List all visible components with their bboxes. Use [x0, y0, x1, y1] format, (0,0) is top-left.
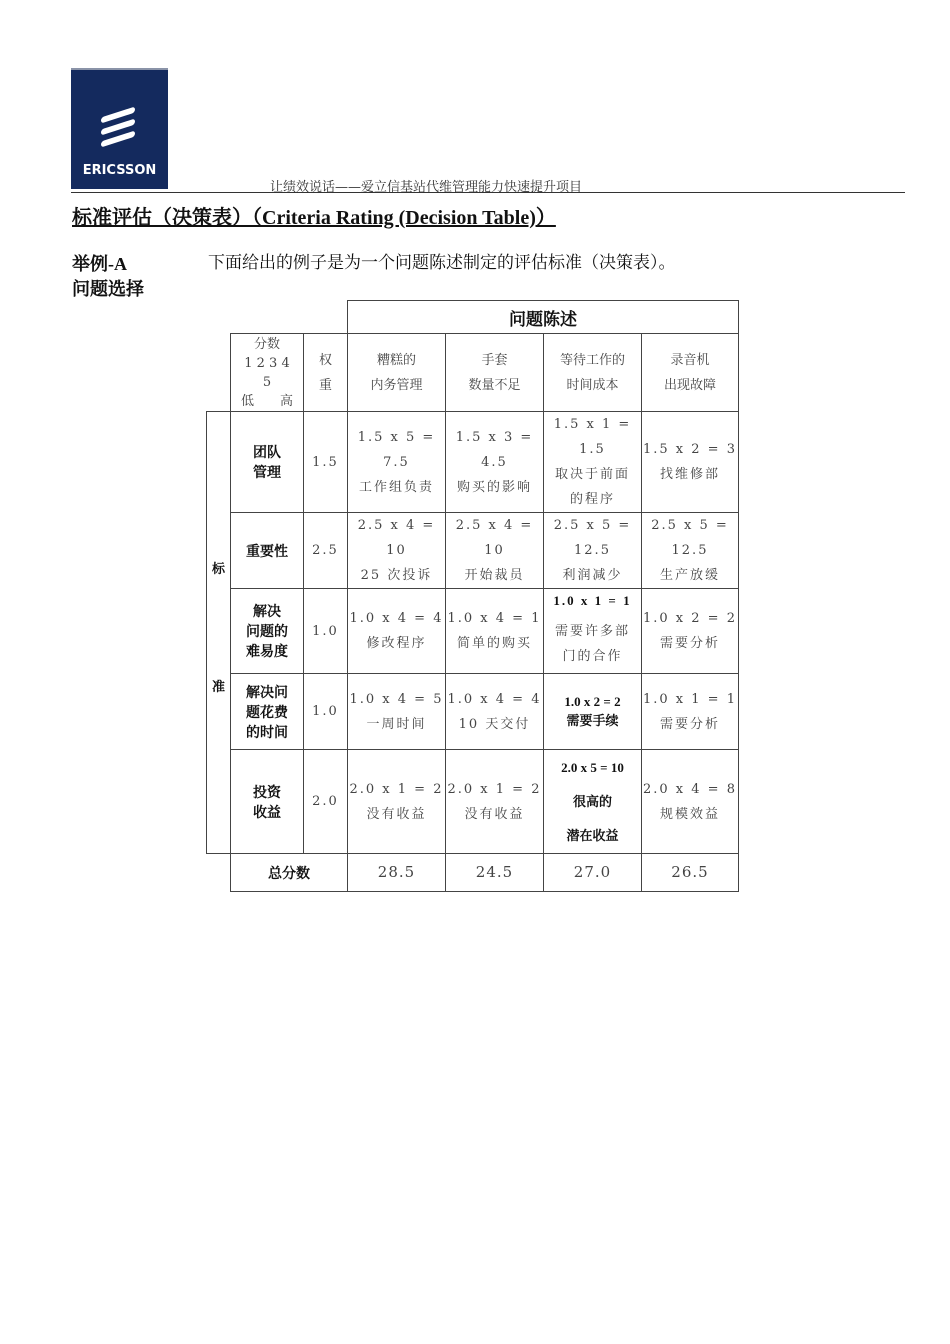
rating-formula: 1.5 x 3 = — [455, 429, 534, 445]
rating-note: 的程序 — [569, 492, 615, 507]
running-header: 让绩效说话——爱立信基站代维管理能力快速提升项目 — [270, 180, 583, 195]
rating-note: 25 次投诉 — [360, 568, 433, 583]
criterion-name — [231, 674, 304, 750]
rating-cell — [348, 589, 446, 674]
rating-note: 7.5 — [383, 454, 410, 470]
criterion-row — [207, 750, 739, 854]
empty-cell — [207, 301, 348, 334]
criterion-row — [207, 589, 739, 674]
rating-note — [544, 609, 641, 619]
ericsson-logo — [71, 68, 168, 189]
criterion-name — [231, 750, 304, 854]
problem-header-line: 糟糕的 — [376, 352, 416, 368]
rating-note: 找维修部 — [659, 467, 720, 482]
rating-formula: 1.0 x 1 = 1 — [553, 593, 632, 608]
rating-note: 12.5 — [671, 543, 709, 558]
criterion-name — [231, 513, 304, 589]
rating-cell — [642, 513, 739, 589]
criterion-row — [207, 674, 739, 750]
rating-cell — [544, 513, 642, 589]
rating-formula: 2.5 x 5 = — [553, 518, 632, 533]
criterion-name-line: 难易度 — [246, 644, 288, 660]
rating-cell — [544, 750, 642, 854]
rating-note: 10 — [386, 543, 407, 558]
rating-cell — [348, 674, 446, 750]
criterion-weight: 1.0 — [304, 589, 348, 674]
example-label-line: 举例-A — [72, 254, 127, 274]
rating-formula: 2.0 x 1 = 2 — [447, 781, 542, 797]
criterion-name-line: 的时间 — [246, 724, 288, 741]
rating-cell — [446, 513, 544, 589]
criterion-name-line: 重要性 — [246, 543, 288, 560]
rating-formula: 1.5 x 1 = — [553, 417, 632, 432]
rating-note: 购买的影响 — [456, 479, 532, 495]
rating-cell — [544, 589, 642, 674]
rating-cell — [446, 412, 544, 513]
rating-note: 没有收益 — [366, 806, 427, 822]
rating-note: 12.5 — [574, 543, 611, 558]
column-header-row — [207, 334, 739, 412]
rating-cell — [642, 750, 739, 854]
criterion-weight: 1.5 — [304, 412, 348, 513]
rating-note: 一周时间 — [366, 716, 427, 732]
side-label-char: 标 — [211, 562, 225, 577]
problem-header-line: 数量不足 — [468, 377, 521, 393]
rating-formula: 2.0 x 5 = 10 — [561, 759, 624, 775]
rating-note: 4.5 — [481, 454, 508, 470]
example-label-line: 问题选择 — [72, 279, 144, 299]
rating-cell — [348, 513, 446, 589]
criterion-weight: 1.0 — [304, 674, 348, 750]
rating-formula: 2.0 x 4 = 8 — [643, 781, 737, 797]
weight-header — [304, 334, 348, 412]
criterion-name — [231, 412, 304, 513]
score-header-line: 5 — [262, 374, 272, 390]
rating-note: 潜在收益 — [566, 827, 619, 843]
rating-cell — [642, 589, 739, 674]
rating-note: 很高的 — [572, 793, 612, 809]
rating-note: 工作组负责 — [358, 479, 434, 495]
problem-header-line: 录音机 — [670, 352, 710, 368]
criterion-name-line: 投资 — [253, 784, 281, 801]
criterion-weight: 2.0 — [304, 750, 348, 854]
problem-header — [348, 334, 446, 412]
rating-note: 没有收益 — [464, 806, 525, 822]
example-description: 下面给出的例子是为一个问题陈述制定的评估标准（决策表）。 — [208, 253, 676, 273]
criterion-name-line: 解决问 — [246, 684, 288, 701]
total-label: 总分数 — [231, 854, 348, 892]
rating-formula: 2.5 x 4 = — [357, 518, 436, 533]
rating-note: 需要分析 — [659, 636, 720, 651]
rating-cell — [544, 412, 642, 513]
total-score: 24.5 — [446, 854, 544, 892]
criterion-name-line: 收益 — [253, 804, 281, 821]
rating-cell — [642, 412, 739, 513]
total-row — [207, 854, 739, 892]
rating-formula: 2.5 x 4 = — [455, 518, 534, 533]
criterion-name-line: 问题的 — [246, 624, 288, 640]
rating-note: 需要手续 — [566, 713, 619, 728]
rating-formula: 1.0 x 4 = 1 — [447, 611, 542, 626]
rating-formula: 2.5 x 5 = — [651, 518, 729, 533]
rating-formula: 1.5 x 2 = 3 — [643, 442, 737, 457]
rating-note: 开始裁员 — [464, 568, 525, 583]
rating-formula: 1.0 x 2 = 2 — [564, 694, 621, 709]
criterion-row — [207, 412, 739, 513]
problem-header-line: 等待工作的 — [559, 352, 625, 368]
rating-cell — [446, 750, 544, 854]
rating-note: 10 天交付 — [458, 716, 531, 732]
ericsson-logo-icon — [101, 112, 135, 148]
criterion-row — [207, 513, 739, 589]
total-score: 28.5 — [348, 854, 446, 892]
empty-cell — [207, 334, 231, 412]
rating-note: 1.5 — [579, 442, 606, 457]
score-header — [231, 334, 304, 412]
weight-header-line: 权 — [318, 352, 332, 368]
rating-cell — [544, 674, 642, 750]
rating-formula: 2.0 x 1 = 2 — [349, 781, 444, 797]
side-label-char: 准 — [211, 680, 225, 695]
criterion-name-line: 管理 — [253, 465, 281, 481]
decision-table — [206, 300, 739, 892]
rating-formula: 1.5 x 5 = — [357, 429, 436, 445]
score-header-line: 低 高 — [240, 393, 293, 409]
header-divider — [71, 192, 905, 193]
criterion-weight: 2.5 — [304, 513, 348, 589]
problem-header — [642, 334, 739, 412]
rating-note: 修改程序 — [366, 636, 427, 651]
rating-note: 10 — [484, 543, 505, 558]
rating-cell — [446, 589, 544, 674]
rating-note: 利润减少 — [562, 568, 623, 583]
rating-note: 简单的购买 — [456, 636, 532, 651]
problem-header-line: 内务管理 — [370, 377, 423, 393]
page-title: 标准评估（决策表）（Criteria Rating (Decision Table)） — [72, 207, 556, 229]
logo-wordmark: ERICSSON — [82, 163, 157, 178]
total-score: 27.0 — [544, 854, 642, 892]
rating-note: 取决于前面 — [554, 467, 630, 482]
rating-formula: 1.0 x 4 = 4 — [349, 611, 444, 626]
score-header-line: 1 2 3 4 — [244, 355, 290, 371]
rating-note: 需要许多部 — [554, 624, 630, 639]
rating-cell — [348, 412, 446, 513]
rating-note: 门的合作 — [562, 649, 623, 664]
rating-formula: 1.0 x 2 = 2 — [643, 611, 737, 626]
score-header-line: 分数 — [253, 336, 280, 352]
rating-note: 需要分析 — [659, 716, 720, 732]
weight-header-line: 重 — [318, 377, 332, 393]
problem-header-line: 手套 — [481, 352, 508, 368]
rating-formula: 1.0 x 1 = 1 — [643, 691, 737, 707]
total-score: 26.5 — [642, 854, 739, 892]
problem-statement-header: 问题陈述 — [348, 301, 739, 334]
rating-formula: 1.0 x 4 = 5 — [349, 691, 444, 707]
rating-cell — [348, 750, 446, 854]
problem-header-line: 时间成本 — [566, 377, 619, 393]
criterion-name-line: 解决 — [253, 604, 281, 620]
problem-header — [544, 334, 642, 412]
criterion-name — [231, 589, 304, 674]
criterion-name-line: 题花费 — [246, 704, 288, 721]
rating-cell — [446, 674, 544, 750]
example-label — [72, 252, 144, 302]
problem-header-row — [207, 301, 739, 334]
rating-note: 生产放缓 — [659, 568, 720, 583]
problem-header — [446, 334, 544, 412]
criterion-name-line: 团队 — [253, 445, 281, 461]
empty-cell — [207, 854, 231, 892]
rating-formula: 1.0 x 4 = 4 — [447, 691, 542, 707]
problem-header-line: 出现故障 — [663, 377, 716, 393]
rating-note: 规模效益 — [659, 806, 720, 822]
rating-cell — [642, 674, 739, 750]
criteria-side-label — [207, 412, 231, 854]
